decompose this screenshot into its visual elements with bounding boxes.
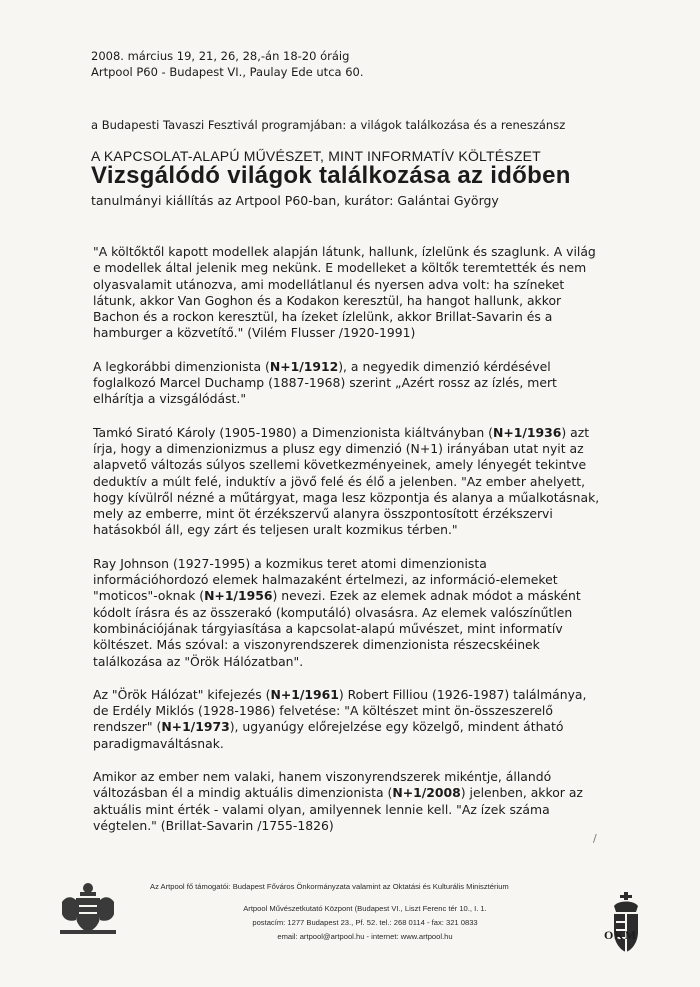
paragraph-tamko-sirato: Tamkó Sirató Károly (1905-1980) a Dimenzionista kiáltványban (N+1/1936) azt írja, hogy a dimenzionizmus a plusz egy dimenzió (N+1) irányában utat nyit az alapvető változás súlyos szellemi következményeinek, amely lényegét tekintve deduktív a múlt felé, induktív a jövő felé és élő a jelenben. "Az ember ahelyett, hogy kívülről nézné a műtárgyat, maga lesz központja és alanya a műalkotásnak, mely az emberre, mint öt érzékszervű alanyra összpontosított érzékszervi hatásokból áll, egy zárt és teljesen uralt kozmikus térben.": [93, 424, 600, 538]
event-dates: 2008. március 19, 21, 26, 28,-án 18-20 óráig: [91, 49, 350, 63]
sponsor-line: Az Artpool fő támogatói: Budapest Főváros Önkormányzata valamint az Oktatási és Kulturális Minisztérium: [150, 882, 509, 891]
stray-mark: /: [593, 832, 597, 845]
footer: [0, 880, 700, 987]
year-tag: N+1/1961: [270, 686, 339, 702]
org-address: Artpool Művészetkutató Központ (Budapest VI., Liszt Ferenc tér 10., I. 1.: [243, 904, 487, 913]
event-info: [91, 48, 364, 80]
page-title: Vizsgálódó világok találkozása az időben: [91, 162, 571, 189]
footer-info: [150, 880, 580, 944]
event-venue: Artpool P60 - Budapest VI., Paulay Ede utca 60.: [91, 65, 364, 79]
subtitle: tanulmányi kiállítás az Artpool P60-ban, kurátor: Galántai György: [91, 193, 499, 208]
year-tag: N+1/1956: [204, 588, 273, 604]
okm-logo-text: OKM: [604, 928, 637, 942]
year-tag: N+1/1973: [161, 719, 230, 735]
postal-contact: postacím: 1277 Budapest 23., Pf. 52. tel.: 268 0114 - fax: 321 0833: [252, 918, 478, 927]
paragraph-orok-halozat: Az "Örök Hálózat" kifejezés (N+1/1961) Robert Filliou (1926-1987) találmánya, de Erdély Miklós (1928-1986) felvetése: "A költészet mint ön-összeszerelő rendszer" (N+1/1973), ugyanúgy előrejelzése egy közelgő, mindent átható paradigmaváltásnak.: [93, 686, 587, 751]
body-text: [93, 244, 605, 851]
paragraph-duchamp: A legkorábbi dimenzionista (N+1/1912), a negyedik dimenzió kérdésével foglalkozó Marcel Duchamp (1887-1968) szerint „Azért rossz az ízlés, mert elhárítja a vizsgálódást.": [93, 358, 557, 407]
email-website: email: artpool@artpool.hu - internet: www.artpool.hu: [277, 932, 453, 941]
festival-line: a Budapesti Tavaszi Fesztivál programjában: a világok találkozása és a reneszánsz: [91, 118, 566, 132]
year-tag: N+1/1936: [493, 424, 562, 440]
budapest-crest-icon: [58, 880, 118, 938]
kicker-heading: A KAPCSOLAT-ALAPÚ MŰVÉSZET, MINT INFORMATÍV KÖLTÉSZET: [91, 148, 541, 164]
paragraph-ray-johnson: Ray Johnson (1927-1995) a kozmikus teret atomi dimenzionista információhordozó elemek halmazaként értelmezi, az információ-elemeket "moticos"-oknak (N+1/1956) nevezi. Ezek az elemek adnak módot a másként kódolt írásra és az összerakó (komputáló) olvasásra. Az elemek valószínűtlen kombinációjának tárgyiasítása a kapcsolat-alapú művészet, mint informatív költészet. Más szóval: a viszonyrendszerek dimenzionista részecskéinek találkozása az "Örök Hálózatban".: [93, 555, 581, 669]
hungarian-coat-of-arms-icon: [606, 892, 646, 956]
paragraph-closing: Amikor az ember nem valaki, hanem viszonyrendszerek mikéntje, állandó változásban él a mindig aktuális dimenzionista (N+1/2008) jelenben, akkor az aktuális mint érték - valami olyan, amilyennek lennie kell. "Az ízek száma végtelen." (Brillat-Savarin /1755-1826): [93, 769, 583, 833]
year-tag: N+1/1912: [269, 358, 339, 374]
paragraph-flusser-quote: "A költőktől kapott modellek alapján látunk, hallunk, ízlelünk és szaglunk. A világ e modellek által jelenik meg nekünk. E modelleket a költők teremtették és nem olyasvalamit utánozva, ami modellátlanul és nyersen adva volt: ha színeket látunk, akkor Van Goghon és a Kodakon keresztül, ha hangot hallunk, akkor Bachon és a rockon keresztül, ha ízeket ízlelünk, akkor Brillat-Savarin és a hamburger a közvetítő." (Vilém Flusser /1920-1991): [93, 244, 596, 341]
year-tag: N+1/2008: [392, 785, 461, 801]
